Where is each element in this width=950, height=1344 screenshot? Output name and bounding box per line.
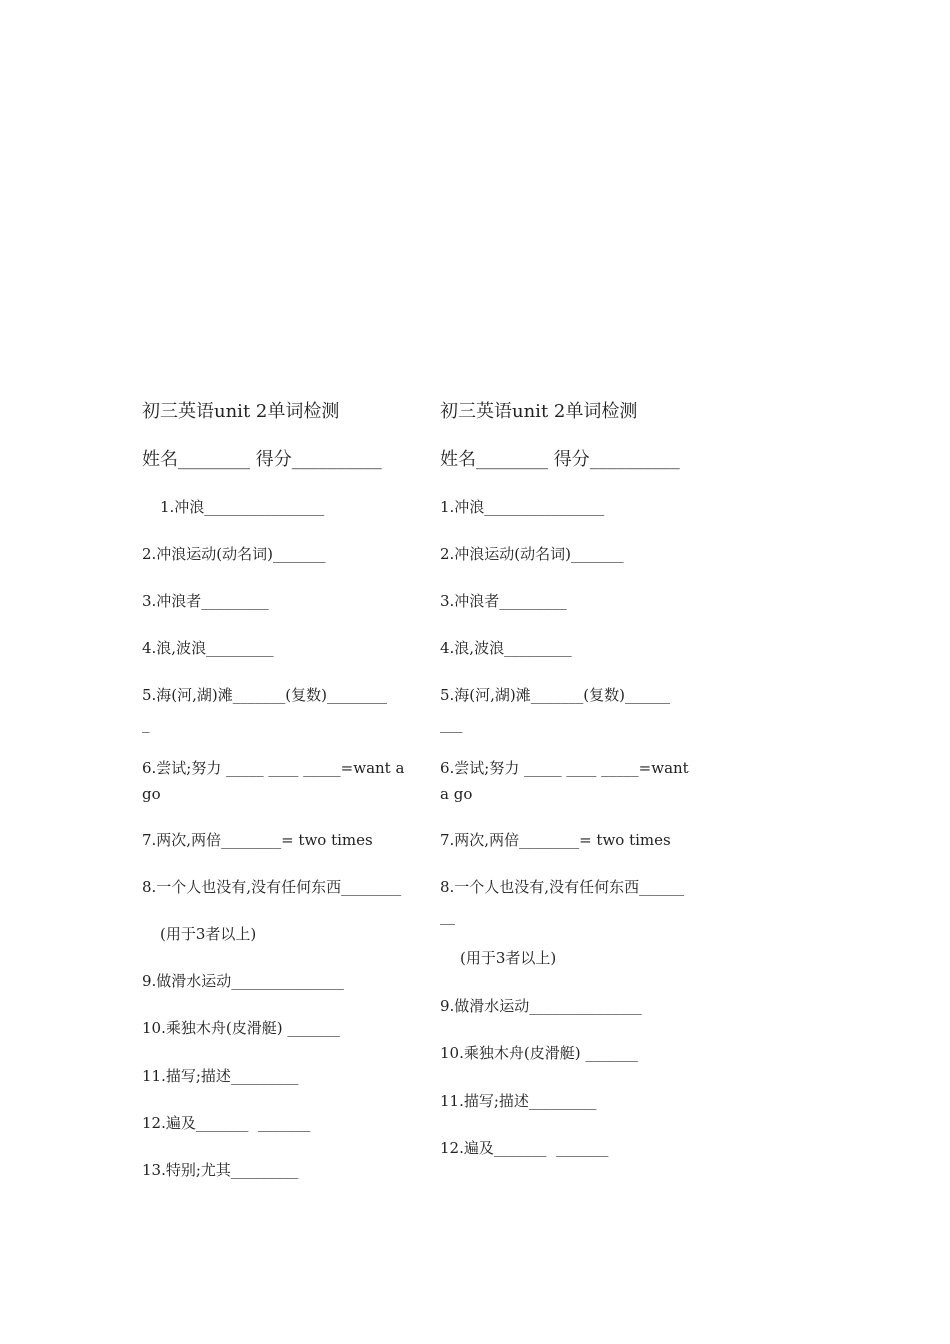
question-line-wrap: go	[142, 785, 161, 803]
question-line: 4.浪,波浪_________	[440, 639, 572, 657]
question-line: 1.冲浪________________	[440, 498, 605, 516]
question-line: 10.乘独木舟(皮滑艇) _______	[440, 1044, 638, 1062]
question-line: 5.海(河,湖)滩_______(复数)______	[440, 686, 670, 704]
question-line-wrap: _	[142, 715, 150, 733]
name-score-line: 姓名________ 得分__________	[440, 449, 680, 470]
question-line-wrap: ___	[440, 715, 463, 733]
question-line: 11.描写;描述_________	[440, 1092, 597, 1110]
question-line: 2.冲浪运动(动名词)_______	[142, 545, 326, 563]
worksheet-title: 初三英语unit 2单词检测	[142, 401, 340, 422]
question-line: 7.两次,两倍________= two times	[142, 831, 373, 849]
question-line: 5.海(河,湖)滩_______(复数)________	[142, 686, 387, 704]
question-line: 3.冲浪者_________	[142, 592, 269, 610]
question-line: 4.浪,波浪_________	[142, 639, 274, 657]
question-line: 1.冲浪________________	[160, 498, 325, 516]
name-score-line: 姓名________ 得分__________	[142, 449, 382, 470]
question-line: 6.尝试;努力 _____ ____ _____=want a	[142, 759, 405, 777]
question-line-wrap: __	[440, 907, 455, 925]
question-line: 6.尝试;努力 _____ ____ _____=want	[440, 759, 689, 777]
worksheet-title: 初三英语unit 2单词检测	[440, 401, 638, 422]
question-line: 13.特别;尤其_________	[142, 1161, 299, 1179]
question-line: 9.做滑水运动_______________	[440, 997, 642, 1015]
question-line: 12.遍及_______ _______	[440, 1139, 609, 1157]
question-line: 3.冲浪者_________	[440, 592, 567, 610]
question-line: 2.冲浪运动(动名词)_______	[440, 545, 624, 563]
question-line: 11.描写;描述_________	[142, 1067, 299, 1085]
question-line: 8.一个人也没有,没有任何东西______	[440, 878, 685, 896]
question-line-wrap: a go	[440, 785, 473, 803]
question-line: 8.一个人也没有,没有任何东西________	[142, 878, 402, 896]
question-line: 9.做滑水运动_______________	[142, 972, 344, 990]
question-note: (用于3者以上)	[460, 949, 557, 967]
question-note: (用于3者以上)	[160, 925, 257, 943]
question-line: 10.乘独木舟(皮滑艇) _______	[142, 1019, 340, 1037]
question-line: 12.遍及_______ _______	[142, 1114, 311, 1132]
question-line: 7.两次,两倍________= two times	[440, 831, 671, 849]
